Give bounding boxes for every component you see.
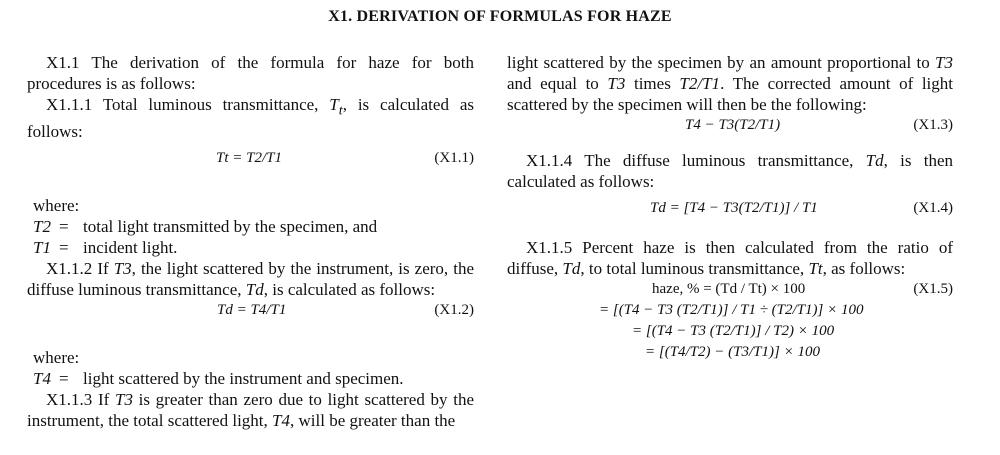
equation-number: (X1.5) <box>913 281 953 297</box>
paragraph-x1-1-5: X1.1.5 Percent haze is then calculated from the ratio of diffuse, Td, to total luminous transmittance, Tt, as follows: <box>507 238 953 278</box>
paragraph-x1-1-1: X1.1.1 Total luminous transmittance, $T_t$, is calculated as follows: <box>27 95 474 142</box>
equation-x1-4 <box>507 198 953 219</box>
equation-text: = [(T4 − T3 (T2/T1)] / T1 ÷ (T2/T1)] × 100 <box>599 302 864 318</box>
definition-t2: T2 = total light transmitted by the specimen, and <box>33 217 378 237</box>
section-title: X1. DERIVATION OF FORMULAS FOR HAZE <box>328 8 672 25</box>
equation-x1-5-line-1 <box>507 279 953 300</box>
equation-number: (X1.3) <box>913 117 953 133</box>
paragraph-continuation: light scattered by the specimen by an amount proportional to T3 and equal to T3 times T2/T1. The corrected amount of light scattered by the specimen will then be the following: <box>507 53 954 114</box>
paragraph-x1-1-2: X1.1.2 If T3, the light scattered by the instrument, is zero, the diffuse luminous transmittance, Td, is calculated as follows: <box>27 259 474 300</box>
equation-text: = [(T4 − T3 (T2/T1)] / T2) × 100 <box>632 323 835 339</box>
equation-number: (X1.4) <box>913 200 953 216</box>
right-column <box>507 52 953 363</box>
equation-text: haze, % = (Td / Tt) × 100 <box>652 281 806 297</box>
equation-x1-3 <box>507 115 953 136</box>
equation-x1-5-line-4 <box>507 342 953 363</box>
paragraph-x1-1-4: X1.1.4 The diffuse luminous transmittance, Td, is then calculated as follows: <box>507 151 953 191</box>
equation-x1-5-line-2 <box>507 300 953 321</box>
equation-text: Td = T4/T1 <box>217 302 287 319</box>
paragraph-x1-1-3: X1.1.3 If T3 is greater than zero due to light scattered by the instrument, the total scattered light, T4, will be greater than the <box>27 390 474 431</box>
paragraph-x1-1: X1.1 The derivation of the formula for haze for both procedures is as follows: <box>27 53 474 93</box>
equation-text: Td = [T4 − T3(T2/T1)] / T1 <box>650 200 818 216</box>
equation-number: (X1.1) <box>434 150 474 167</box>
where-label: where: <box>33 196 80 216</box>
left-column <box>27 52 474 431</box>
equation-number: (X1.2) <box>434 302 474 319</box>
where-label: where: <box>33 348 80 368</box>
equation-x1-2 <box>27 300 474 321</box>
equation-text: T4 − T3(T2/T1) <box>685 117 781 133</box>
definition-t4: T4 = light scattered by the instrument and specimen. <box>33 369 404 389</box>
equation-text: Tt = T2/T1 <box>216 150 282 167</box>
definition-t1: T1 = incident light. <box>33 238 178 258</box>
equation-x1-1 <box>27 148 474 169</box>
equation-x1-5-line-3 <box>507 321 953 342</box>
equation-text: = [(T4/T2) − (T3/T1)] × 100 <box>645 344 820 360</box>
